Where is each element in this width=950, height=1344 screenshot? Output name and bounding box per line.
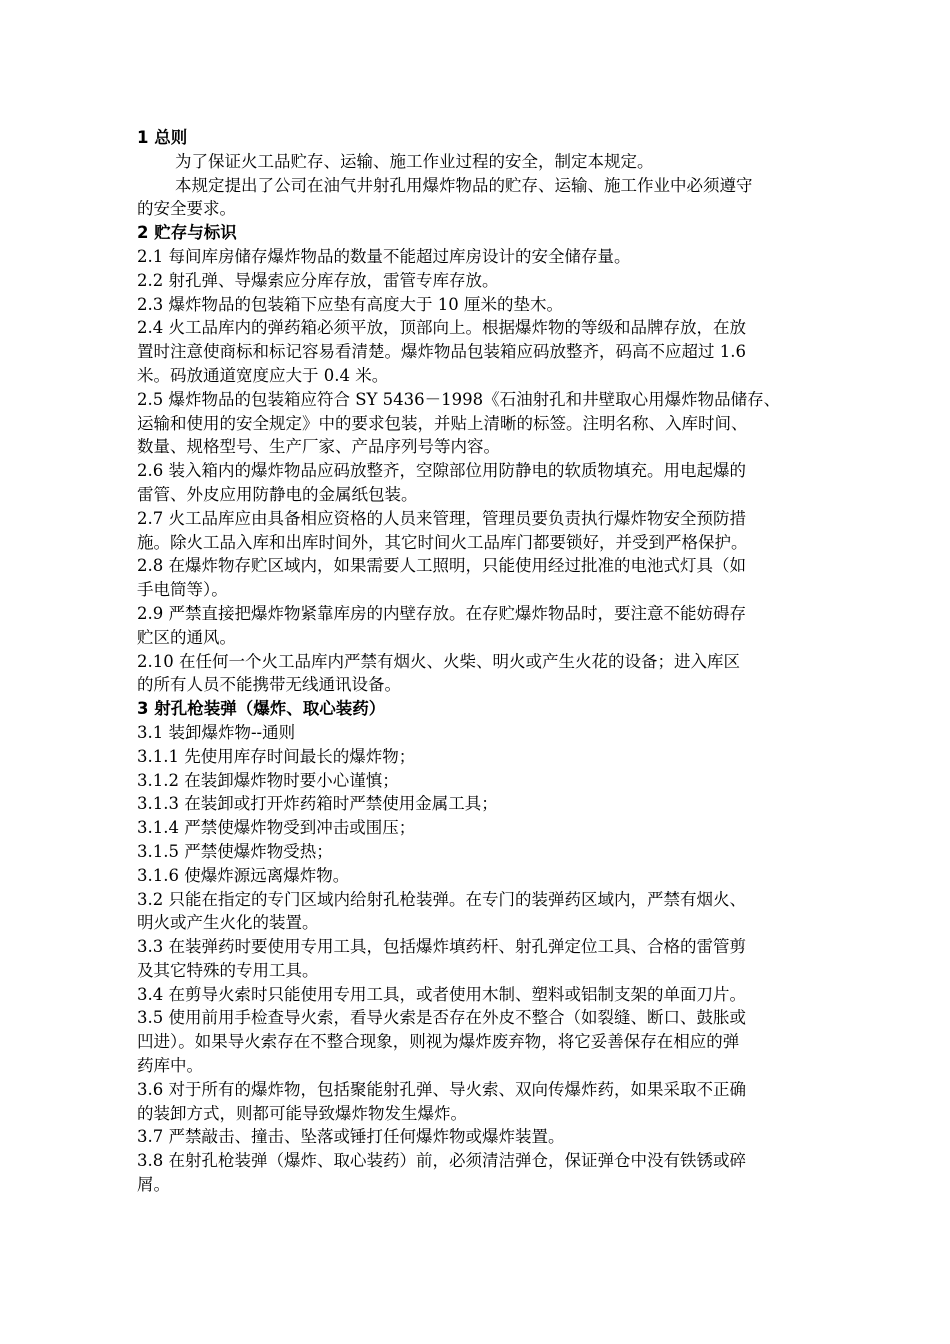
paragraph-line: 米。码放通道宽度应大于 0.4 米。 [137, 365, 389, 385]
paragraph-line: 贮区的通风。 [137, 627, 236, 647]
paragraph-line: 的所有人员不能携带无线通讯设备。 [137, 675, 401, 695]
paragraph-line: 3.2 只能在指定的专门区域内给射孔枪装弹。在专门的装弹药区域内，严禁有烟火、 [137, 889, 746, 909]
paragraph-line: 2.8 在爆炸物存贮区域内，如果需要人工照明，只能使用经过批准的电池式灯具（如 [137, 556, 746, 576]
paragraph-line: 3.7 严禁敲击、撞击、坠落或锤打任何爆炸物或爆炸装置。 [137, 1127, 565, 1147]
paragraph-line: 3.4 在剪导火索时只能使用专用工具，或者使用木制、塑料或铝制支架的单面刀片。 [137, 984, 746, 1004]
paragraph-line: 3.1.2 在装卸爆炸物时要小心谨慎； [137, 770, 399, 790]
paragraph-line: 2.2 射孔弹、导爆索应分库存放，雷管专库存放。 [137, 270, 499, 290]
paragraph-line: 3.1.1 先使用库存时间最长的爆炸物； [137, 746, 416, 766]
paragraph-line: 的装卸方式，则都可能导致爆炸物发生爆炸。 [137, 1103, 467, 1123]
paragraph-line: 2.1 每间库房储存爆炸物品的数量不能超过库房设计的安全储存量。 [137, 246, 631, 266]
paragraph-line: 2.9 严禁直接把爆炸物紧靠库房的内壁存放。在存贮爆炸物品时，要注意不能妨碍存 [137, 603, 746, 623]
paragraph-line: 本规定提出了公司在油气井射孔用爆炸物品的贮存、运输、施工作业中必须遵守 [175, 175, 753, 195]
section-heading: 3 射孔枪装弹（爆炸、取心装药） [137, 699, 386, 719]
paragraph-line: 3.8 在射孔枪装弹（爆炸、取心装药）前，必须清洁弹仓，保证弹仓中没有铁锈或碎 [137, 1151, 746, 1171]
paragraph-line: 置时注意使商标和标记容易看清楚。爆炸物品包装箱应码放整齐，码高不应超过 1.6 [137, 342, 746, 362]
section-heading: 2 贮存与标识 [137, 223, 237, 243]
document-body [137, 126, 847, 1197]
paragraph-line: 的安全要求。 [137, 199, 236, 219]
paragraph-line: 施。除火工品入库和出库时间外，其它时间火工品库门都要锁好，并受到严格保护。 [137, 532, 748, 552]
paragraph-line: 雷管、外皮应用防静电的金属纸包装。 [137, 484, 418, 504]
paragraph-line: 3.1.3 在装卸或打开炸药箱时严禁使用金属工具； [137, 794, 498, 814]
paragraph-line: 3.1 装卸爆炸物--通则 [137, 722, 296, 742]
paragraph-line: 2.3 爆炸物品的包装箱下应垫有高度大于 10 厘米的垫木。 [137, 294, 563, 314]
paragraph-line: 2.6 装入箱内的爆炸物品应码放整齐，空隙部位用防静电的软质物填充。用电起爆的 [137, 461, 746, 481]
paragraph-line: 2.7 火工品库应由具备相应资格的人员来管理，管理员要负责执行爆炸物安全预防措 [137, 508, 746, 528]
paragraph-line: 手电筒等）。 [137, 580, 228, 600]
paragraph-line: 3.1.6 使爆炸源远离爆炸物。 [137, 865, 350, 885]
paragraph-line: 为了保证火工品贮存、运输、施工作业过程的安全，制定本规定。 [175, 151, 654, 171]
paragraph-line: 3.6 对于所有的爆炸物，包括聚能射孔弹、导火索、双向传爆炸药，如果采取不正确 [137, 1079, 746, 1099]
paragraph-line: 及其它特殊的专用工具。 [137, 960, 319, 980]
paragraph-line: 药库中。 [137, 1056, 203, 1076]
paragraph-line: 明火或产生火化的装置。 [137, 913, 319, 933]
paragraph-line: 2.10 在任何一个火工品库内严禁有烟火、火柴、明火或产生火花的设备；进入库区 [137, 651, 740, 671]
paragraph-line: 2.4 火工品库内的弹药箱必须平放，顶部向上。根据爆炸物的等级和品牌存放，在放 [137, 318, 746, 338]
paragraph-line: 凹进）。如果导火索存在不整合现象，则视为爆炸废弃物，将它妥善保存在相应的弹 [137, 1032, 740, 1052]
paragraph-line: 屑。 [137, 1175, 170, 1195]
section-heading: 1 总则 [137, 128, 188, 147]
paragraph-line: 3.1.5 严禁使爆炸物受热； [137, 841, 333, 861]
paragraph-line: 数量、规格型号、生产厂家、产品序列号等内容。 [137, 437, 500, 457]
paragraph-line: 3.1.4 严禁使爆炸物受到冲击或围压； [137, 818, 416, 838]
paragraph-line: 3.3 在装弹药时要使用专用工具，包括爆炸填药杆、射孔弹定位工具、合格的雷管剪 [137, 937, 746, 957]
paragraph-line: 3.5 使用前用手检查导火索，看导火索是否存在外皮不整合（如裂缝、断口、鼓胀或 [137, 1008, 746, 1028]
paragraph-line: 2.5 爆炸物品的包装箱应符合 SY 5436－1998《石油射孔和井壁取心用爆炸物品储存、 [137, 389, 781, 409]
paragraph-line: 运输和使用的安全规定》中的要求包装，并贴上清晰的标签。注明名称、入库时间、 [137, 413, 748, 433]
